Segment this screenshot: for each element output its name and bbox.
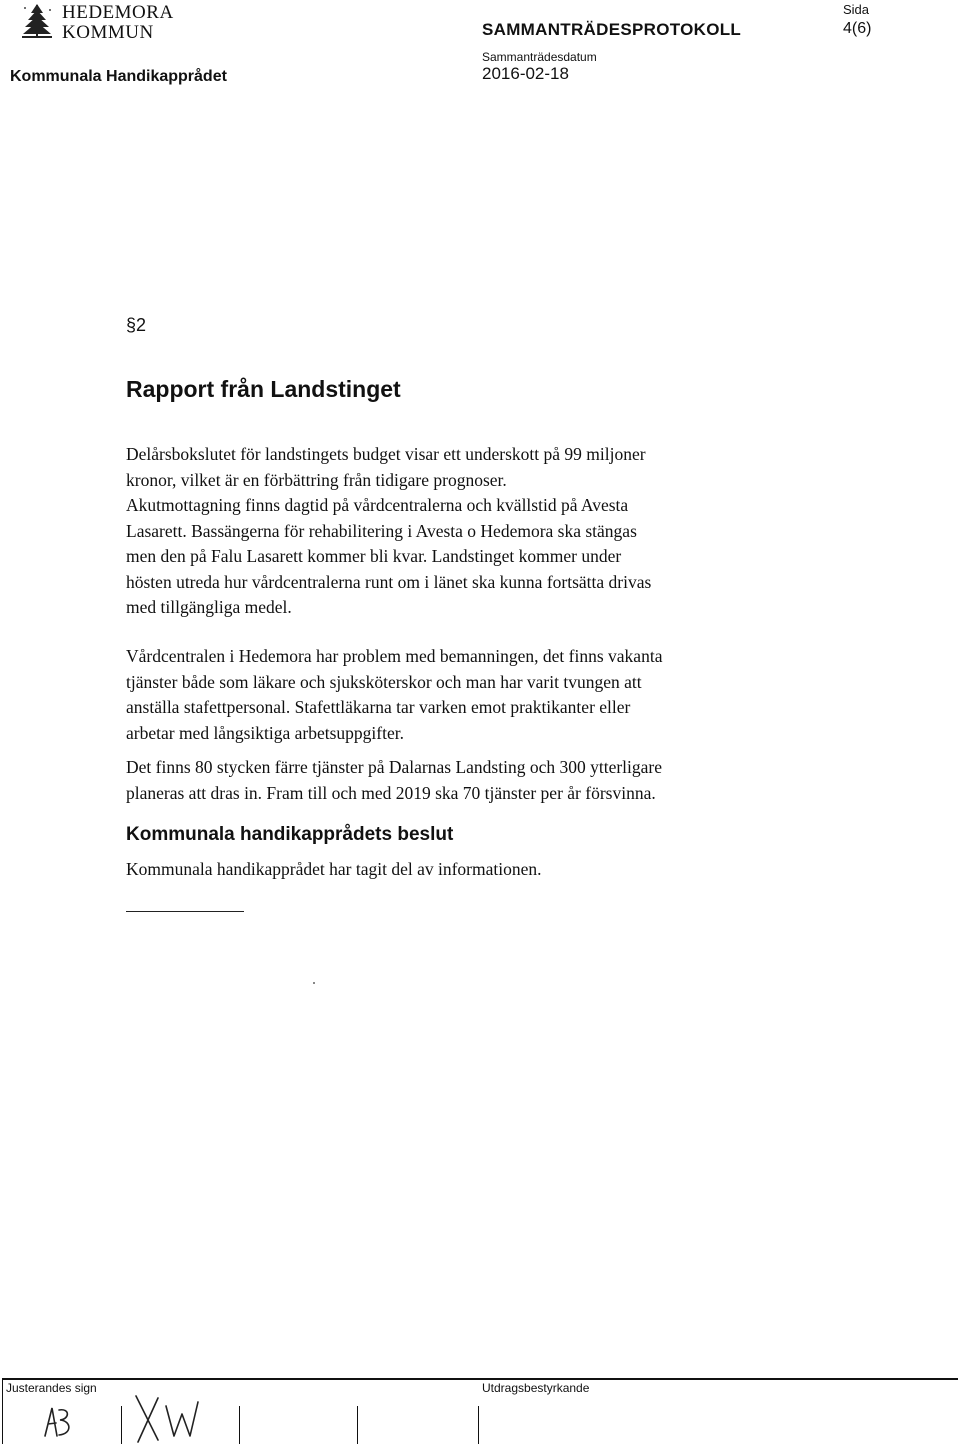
text-line: Akutmottagning finns dagtid på vårdcentralerna och kvällstid på Avesta [126, 495, 629, 515]
sign-field-divider [478, 1406, 479, 1444]
text-line: hösten utreda hur vårdcentralerna runt om i länet ska kunna fortsätta drivas [126, 571, 652, 592]
text-line: arbetar med långsiktiga arbetsuppgifter. [126, 722, 404, 743]
text-line: planeras att dras in. Fram till och med 2019 ska 70 tjänster per år försvinna. [126, 782, 656, 803]
decision-heading: Kommunala handikapprådets beslut [126, 824, 454, 845]
text-line: men den på Falu Lasarett kommer bli kvar. Landstinget kommer under [126, 546, 622, 566]
end-of-section-rule [126, 911, 244, 912]
sign-field-divider [121, 1406, 122, 1444]
signature-footer [2, 1378, 958, 1444]
text-line: Vårdcentralen i Hedemora har problem med bemanningen, det finns vakanta [126, 646, 663, 666]
scan-speck [313, 982, 315, 984]
handwritten-initials-signature [130, 1392, 210, 1444]
section-title: Rapport från Landstinget [126, 376, 401, 402]
report-paragraph-2 [126, 644, 816, 746]
decision-text: Kommunala handikapprådet har tagit del av informationen. [126, 859, 542, 879]
text-line: med tillgängliga medel. [126, 597, 292, 617]
footer-top-border [2, 1378, 958, 1380]
text-line: kronor, vilket är en förbättring från tidigare prognoser. [126, 469, 507, 490]
adjuster-sign-label: Justerandes sign [6, 1381, 97, 1395]
document-type: SAMMANTRÄDESPROTOKOLL [482, 20, 742, 39]
paragraph-number: §2 [126, 315, 147, 335]
page-label: Sida [843, 2, 870, 17]
sign-field-divider [357, 1406, 358, 1444]
sign-field-divider [239, 1406, 240, 1444]
text-line: anställa stafettpersonal. Stafettläkarna tar varken emot praktikanter eller [126, 697, 631, 717]
organization-name-line2: KOMMUN [62, 22, 154, 43]
meeting-date: 2016-02-18 [482, 64, 569, 83]
text-line: Det finns 80 stycken färre tjänster på Dalarnas Landsting och 300 ytterligare [126, 757, 662, 777]
text-line: Lasarett. Bassängerna för rehabilitering i Avesta o Hedemora ska stängas [126, 520, 637, 541]
report-paragraph-3 [126, 755, 816, 806]
tree-crest-icon [20, 2, 54, 42]
handwritten-initials-signature [42, 1402, 76, 1442]
organization-name-line1: HEDEMORA [62, 2, 174, 23]
extract-certification-label: Utdragsbestyrkande [482, 1381, 590, 1395]
text-line: Delårsbokslutet för landstingets budget visar ett underskott på 99 miljoner [126, 444, 646, 464]
text-line: tjänster både som läkare och sjuksköterskor och man har varit tvungen att [126, 671, 642, 692]
report-paragraph-1 [126, 442, 816, 621]
committee-name: Kommunala Handikapprådet [10, 68, 227, 85]
page-number: 4(6) [843, 20, 872, 37]
meeting-date-label: Sammanträdesdatum [482, 50, 597, 64]
footer-left-border [2, 1378, 3, 1444]
